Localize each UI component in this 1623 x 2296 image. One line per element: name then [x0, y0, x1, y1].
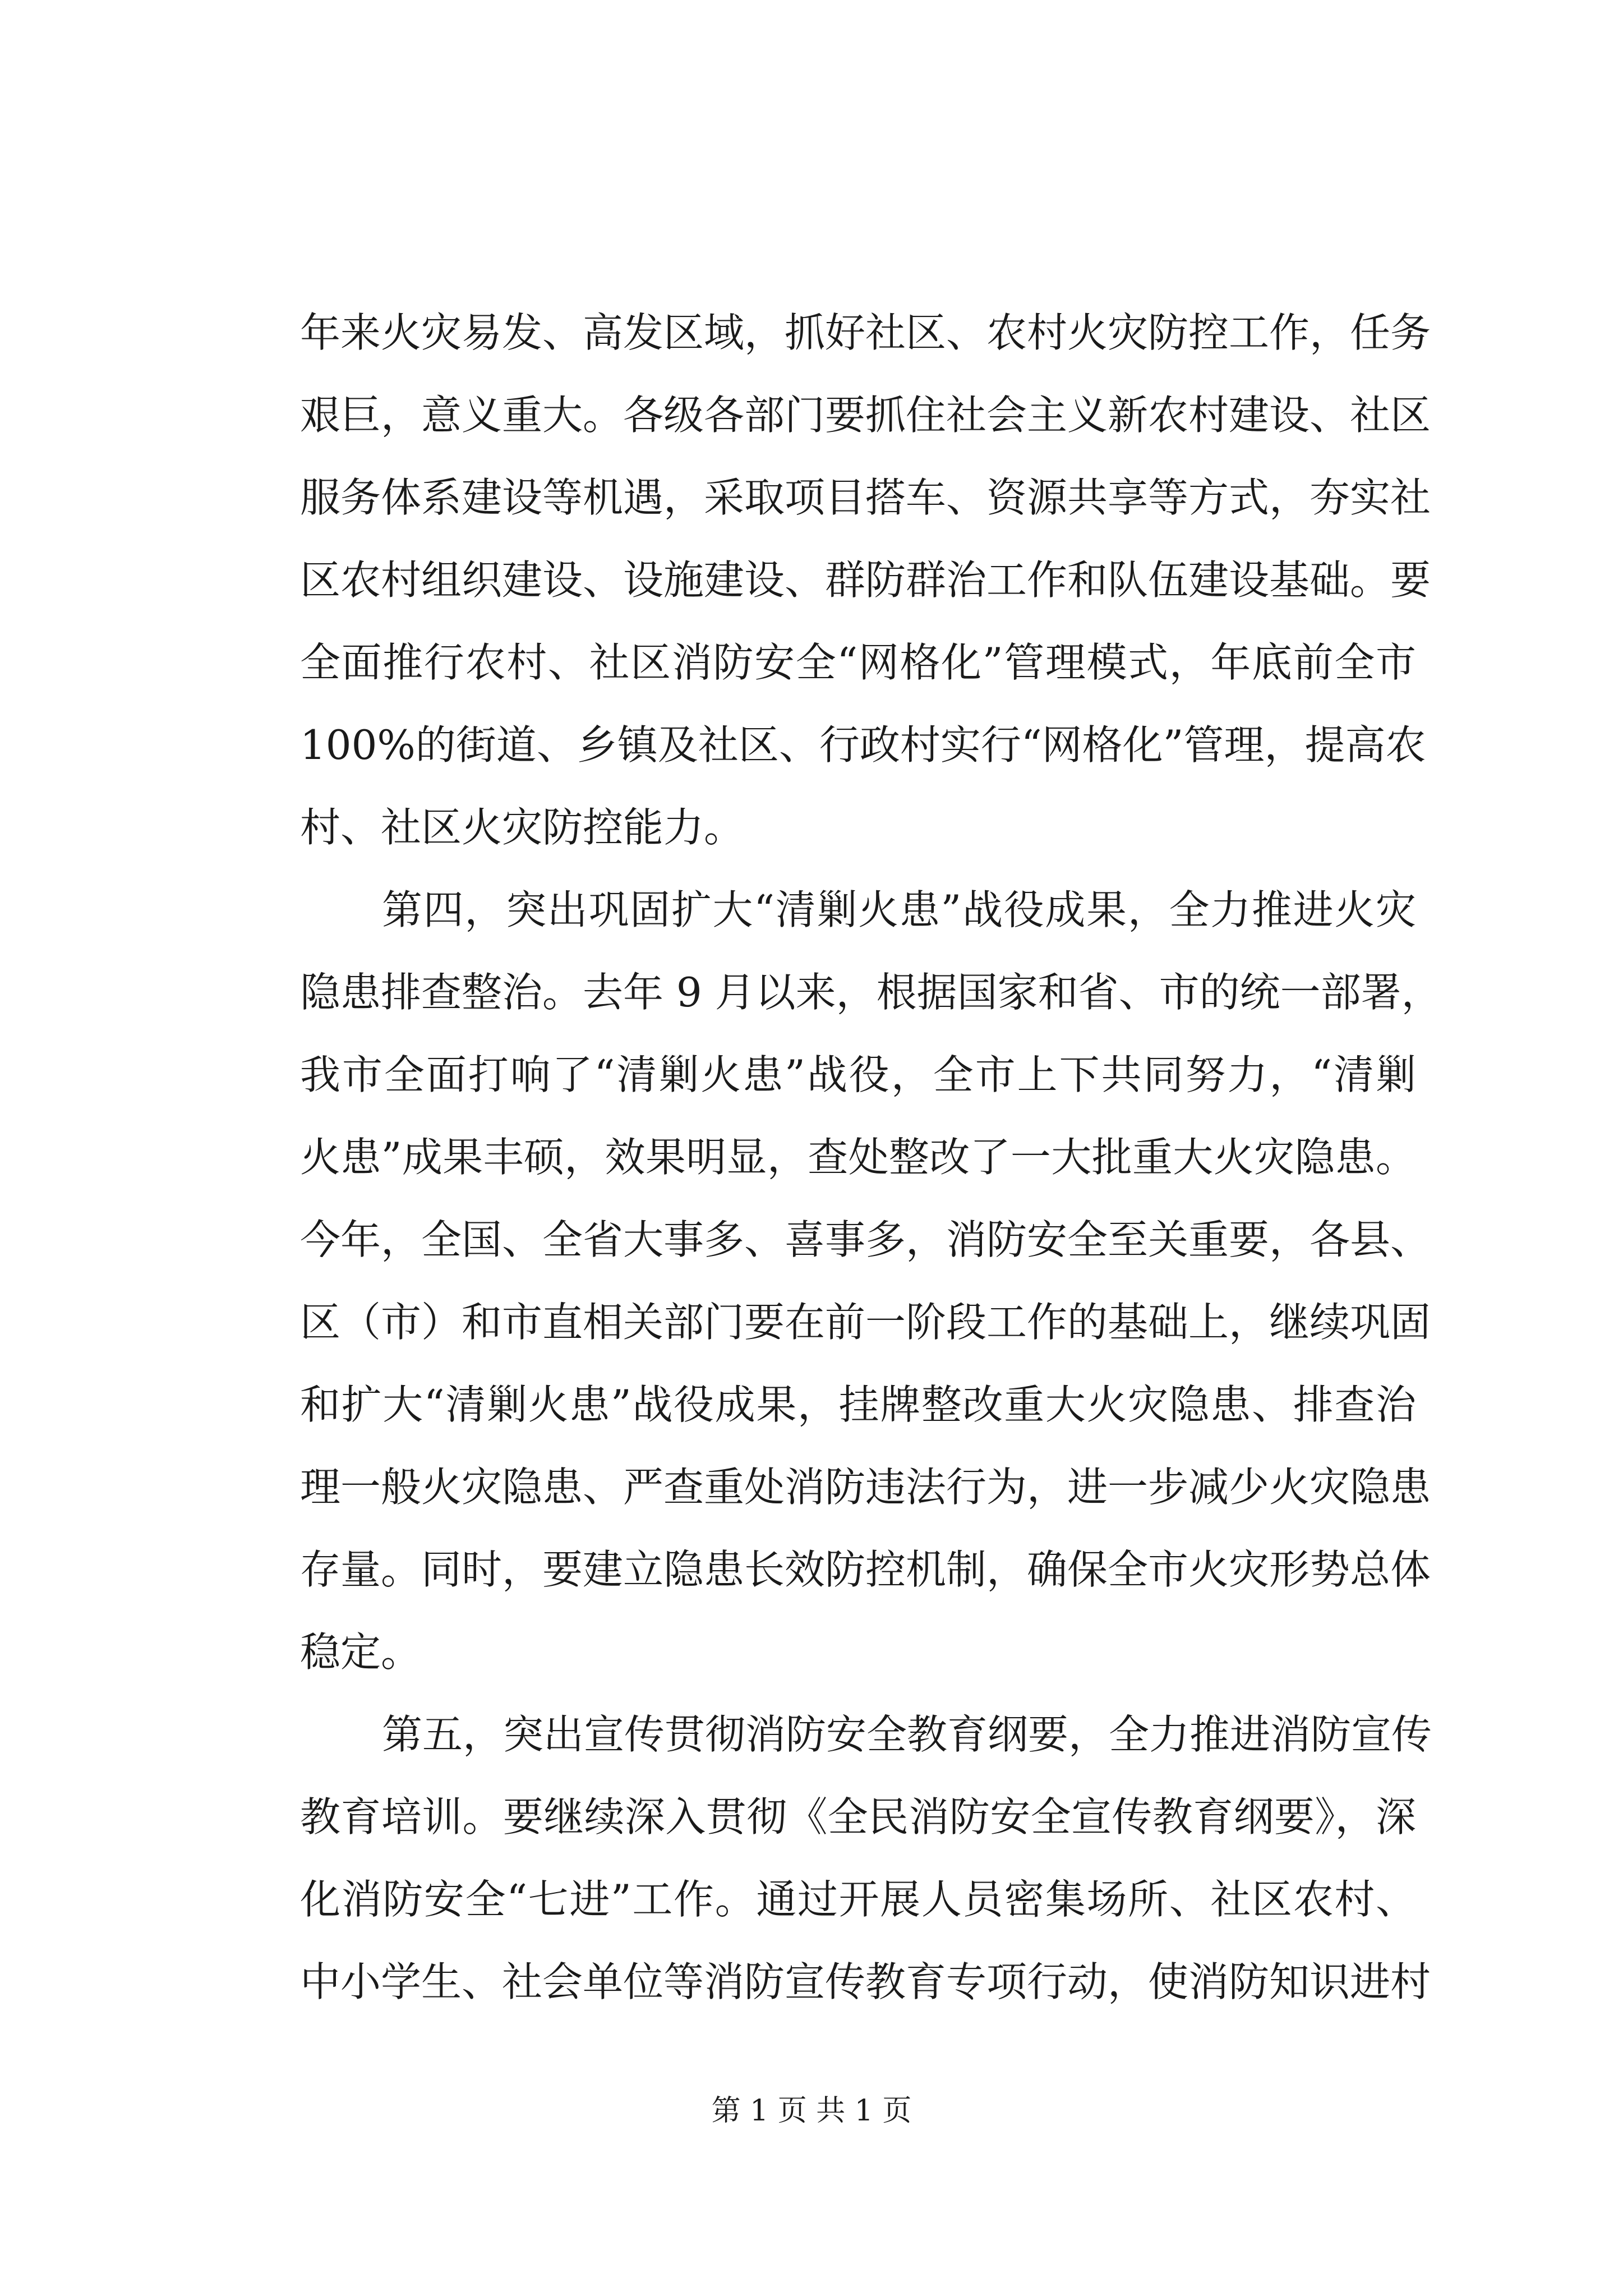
- text-line: 理一般火灾隐患、严查重处消防违法行为，进一步减少火灾隐患: [300, 1464, 1431, 1511]
- text-line: 隐患排查整治。去年 9 月以来，根据国家和省、市的统一部署，: [300, 969, 1442, 1016]
- paragraph-2: [300, 869, 1442, 1694]
- text-line: 艰巨，意义重大。各级各部门要抓住社会主义新农村建设、社区: [300, 392, 1431, 439]
- text-line: 第五，突出宣传贯彻消防安全教育纲要，全力推进消防宣传: [382, 1711, 1432, 1758]
- paragraph-1: [300, 292, 1431, 869]
- text-line: 服务体系建设等机遇，采取项目搭车、资源共享等方式，夯实社: [300, 474, 1431, 521]
- text-line: 稳定。: [300, 1628, 422, 1676]
- text-line: 第四，突出巩固扩大“清剿火患”战役成果，全力推进火灾: [382, 886, 1416, 933]
- text-line: 村、社区火灾防控能力。: [300, 804, 745, 851]
- text-line: 中小学生、社会单位等消防宣传教育专项行动，使消防知识进村: [300, 1958, 1431, 2005]
- text-line: 全面推行农村、社区消防安全“网格化”管理模式，年底前全市: [300, 639, 1416, 686]
- text-line: 100%的街道、乡镇及社区、行政村实行“网格化”管理，提高农: [300, 721, 1426, 769]
- text-line: 火患”成果丰硕，效果明显，查处整改了一大批重大火灾隐患。: [300, 1134, 1416, 1181]
- document-body: [300, 292, 1442, 2023]
- text-line: 和扩大“清剿火患”战役成果，挂牌整改重大火灾隐患、排查治: [300, 1381, 1416, 1428]
- paragraph-3: [300, 1694, 1432, 2023]
- page-number-footer: 第 1 页 共 1 页: [711, 2094, 912, 2128]
- text-line: 区农村组织建设、设施建设、群防群治工作和队伍建设基础。要: [300, 556, 1431, 604]
- text-line: 今年，全国、全省大事多、喜事多，消防安全至关重要，各县、: [300, 1216, 1431, 1263]
- text-line: 存量。同时，要建立隐患长效防控机制，确保全市火灾形势总体: [300, 1546, 1431, 1593]
- text-line: 区（市）和市直相关部门要在前一阶段工作的基础上，继续巩固: [300, 1299, 1431, 1346]
- text-line: 我市全面打响了“清剿火患”战役，全市上下共同努力，“清剿: [300, 1051, 1416, 1098]
- text-line: 教育培训。要继续深入贯彻《全民消防安全宣传教育纲要》，深: [300, 1793, 1416, 1841]
- text-line: 化消防安全“七进”工作。通过开展人员密集场所、社区农村、: [300, 1876, 1416, 1923]
- text-line: 年来火灾易发、高发区域，抓好社区、农村火灾防控工作，任务: [300, 309, 1431, 356]
